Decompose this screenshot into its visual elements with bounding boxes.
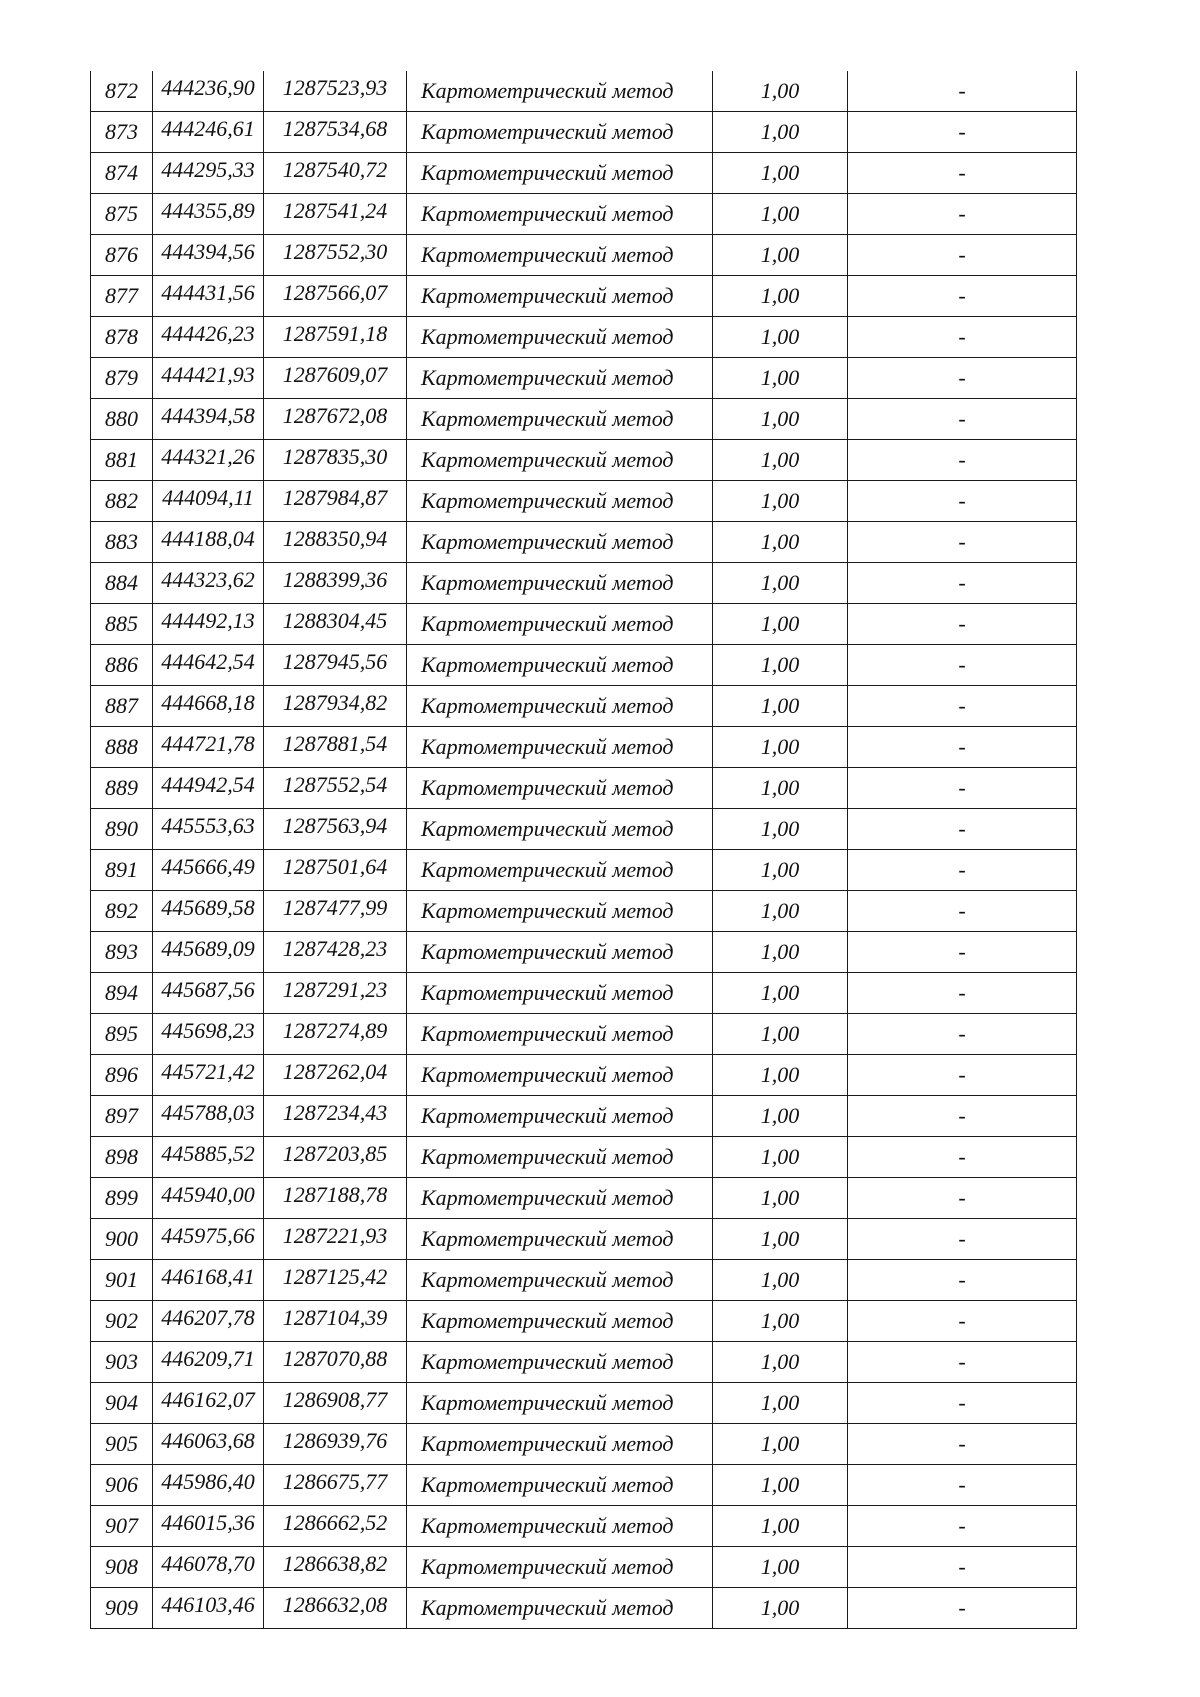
description-cell: -: [848, 1137, 1077, 1178]
description-cell: -: [848, 932, 1077, 973]
accuracy-cell: 1,00: [713, 1260, 848, 1301]
coordinate-y-cell: 1287552,54: [264, 768, 407, 809]
accuracy-cell: 1,00: [713, 645, 848, 686]
point-number-cell: 880: [91, 399, 153, 440]
point-number-cell: 893: [91, 932, 153, 973]
coordinate-x-cell: 445986,40: [153, 1465, 264, 1506]
method-cell: Картометрический метод: [407, 686, 713, 727]
description-cell: -: [848, 768, 1077, 809]
coordinate-y-cell: 1287881,54: [264, 727, 407, 768]
coordinate-x-cell: 444321,26: [153, 440, 264, 481]
accuracy-cell: 1,00: [713, 850, 848, 891]
method-cell: Картометрический метод: [407, 973, 713, 1014]
point-number-cell: 906: [91, 1465, 153, 1506]
accuracy-cell: 1,00: [713, 153, 848, 194]
accuracy-cell: 1,00: [713, 1424, 848, 1465]
accuracy-cell: 1,00: [713, 686, 848, 727]
table-row: [91, 1178, 1077, 1219]
accuracy-cell: 1,00: [713, 809, 848, 850]
coordinate-y-cell: 1287534,68: [264, 112, 407, 153]
table-row: [91, 522, 1077, 563]
method-cell: Картометрический метод: [407, 1506, 713, 1547]
method-cell: Картометрический метод: [407, 604, 713, 645]
coordinate-y-cell: 1287563,94: [264, 809, 407, 850]
coordinate-x-cell: 446207,78: [153, 1301, 264, 1342]
accuracy-cell: 1,00: [713, 481, 848, 522]
description-cell: -: [848, 1301, 1077, 1342]
description-cell: -: [848, 973, 1077, 1014]
method-cell: Картометрический метод: [407, 112, 713, 153]
coordinate-y-cell: 1287609,07: [264, 358, 407, 399]
point-number-cell: 887: [91, 686, 153, 727]
method-cell: Картометрический метод: [407, 850, 713, 891]
description-cell: -: [848, 809, 1077, 850]
description-cell: -: [848, 891, 1077, 932]
coordinate-x-cell: 444394,58: [153, 399, 264, 440]
description-cell: -: [848, 399, 1077, 440]
coordinate-y-cell: 1286939,76: [264, 1424, 407, 1465]
point-number-cell: 907: [91, 1506, 153, 1547]
coordinate-x-cell: 444492,13: [153, 604, 264, 645]
point-number-cell: 900: [91, 1219, 153, 1260]
description-cell: -: [848, 727, 1077, 768]
description-cell: -: [848, 194, 1077, 235]
table-row: [91, 1096, 1077, 1137]
point-number-cell: 905: [91, 1424, 153, 1465]
coordinate-y-cell: 1287835,30: [264, 440, 407, 481]
coordinate-x-cell: 444421,93: [153, 358, 264, 399]
method-cell: Картометрический метод: [407, 563, 713, 604]
coordinate-x-cell: 444668,18: [153, 686, 264, 727]
table-row: [91, 1137, 1077, 1178]
method-cell: Картометрический метод: [407, 358, 713, 399]
point-number-cell: 889: [91, 768, 153, 809]
point-number-cell: 904: [91, 1383, 153, 1424]
accuracy-cell: 1,00: [713, 235, 848, 276]
accuracy-cell: 1,00: [713, 1383, 848, 1424]
table-row: [91, 727, 1077, 768]
table-row: [91, 891, 1077, 932]
coordinate-y-cell: 1286908,77: [264, 1383, 407, 1424]
accuracy-cell: 1,00: [713, 1465, 848, 1506]
table-row: [91, 1342, 1077, 1383]
coordinate-x-cell: 446078,70: [153, 1547, 264, 1588]
table-row: [91, 1301, 1077, 1342]
accuracy-cell: 1,00: [713, 1547, 848, 1588]
method-cell: Картометрический метод: [407, 891, 713, 932]
coordinate-y-cell: 1286632,08: [264, 1588, 407, 1629]
accuracy-cell: 1,00: [713, 440, 848, 481]
table-row: [91, 973, 1077, 1014]
description-cell: -: [848, 358, 1077, 399]
point-number-cell: 902: [91, 1301, 153, 1342]
description-cell: -: [848, 153, 1077, 194]
accuracy-cell: 1,00: [713, 604, 848, 645]
table-row: [91, 686, 1077, 727]
description-cell: -: [848, 1260, 1077, 1301]
point-number-cell: 908: [91, 1547, 153, 1588]
point-number-cell: 874: [91, 153, 153, 194]
coordinate-x-cell: 444188,04: [153, 522, 264, 563]
coordinate-y-cell: 1287070,88: [264, 1342, 407, 1383]
method-cell: Картометрический метод: [407, 399, 713, 440]
point-number-cell: 890: [91, 809, 153, 850]
coordinate-y-cell: 1287477,99: [264, 891, 407, 932]
description-cell: -: [848, 481, 1077, 522]
point-number-cell: 882: [91, 481, 153, 522]
method-cell: Картометрический метод: [407, 1055, 713, 1096]
method-cell: Картометрический метод: [407, 1465, 713, 1506]
point-number-cell: 888: [91, 727, 153, 768]
method-cell: Картометрический метод: [407, 317, 713, 358]
description-cell: -: [848, 645, 1077, 686]
table-row: [91, 604, 1077, 645]
table-row: [91, 1383, 1077, 1424]
description-cell: -: [848, 276, 1077, 317]
table-row: [91, 932, 1077, 973]
coordinate-y-cell: 1287591,18: [264, 317, 407, 358]
accuracy-cell: 1,00: [713, 768, 848, 809]
coordinate-x-cell: 444355,89: [153, 194, 264, 235]
point-number-cell: 876: [91, 235, 153, 276]
table-row: [91, 1588, 1077, 1629]
coordinate-y-cell: 1287104,39: [264, 1301, 407, 1342]
table-row: [91, 1547, 1077, 1588]
description-cell: -: [848, 1424, 1077, 1465]
coordinate-x-cell: 445788,03: [153, 1096, 264, 1137]
method-cell: Картометрический метод: [407, 153, 713, 194]
accuracy-cell: 1,00: [713, 891, 848, 932]
accuracy-cell: 1,00: [713, 399, 848, 440]
table-row: [91, 235, 1077, 276]
coordinate-x-cell: 444431,56: [153, 276, 264, 317]
table-row: [91, 276, 1077, 317]
coordinate-y-cell: 1287501,64: [264, 850, 407, 891]
table-row: [91, 1424, 1077, 1465]
coordinates-table-body: [91, 71, 1077, 1629]
method-cell: Картометрический метод: [407, 1424, 713, 1465]
point-number-cell: 881: [91, 440, 153, 481]
coordinate-y-cell: 1286662,52: [264, 1506, 407, 1547]
accuracy-cell: 1,00: [713, 1096, 848, 1137]
method-cell: Картометрический метод: [407, 522, 713, 563]
coordinate-y-cell: 1286675,77: [264, 1465, 407, 1506]
coordinate-x-cell: 444642,54: [153, 645, 264, 686]
point-number-cell: 877: [91, 276, 153, 317]
point-number-cell: 885: [91, 604, 153, 645]
table-row: [91, 153, 1077, 194]
coordinate-y-cell: 1287552,30: [264, 235, 407, 276]
coordinate-y-cell: 1288350,94: [264, 522, 407, 563]
point-number-cell: 899: [91, 1178, 153, 1219]
description-cell: -: [848, 1588, 1077, 1629]
coordinate-x-cell: 445553,63: [153, 809, 264, 850]
coordinate-y-cell: 1287274,89: [264, 1014, 407, 1055]
coordinate-y-cell: 1287188,78: [264, 1178, 407, 1219]
description-cell: -: [848, 71, 1077, 112]
coordinate-x-cell: 444942,54: [153, 768, 264, 809]
table-row: [91, 768, 1077, 809]
coordinates-table: [90, 71, 1077, 1629]
description-cell: -: [848, 850, 1077, 891]
accuracy-cell: 1,00: [713, 194, 848, 235]
coordinate-x-cell: 445940,00: [153, 1178, 264, 1219]
coordinate-y-cell: 1287291,23: [264, 973, 407, 1014]
coordinate-x-cell: 445666,49: [153, 850, 264, 891]
coordinate-y-cell: 1287566,07: [264, 276, 407, 317]
description-cell: -: [848, 1383, 1077, 1424]
point-number-cell: 894: [91, 973, 153, 1014]
coordinate-x-cell: 444246,61: [153, 112, 264, 153]
method-cell: Картометрический метод: [407, 809, 713, 850]
point-number-cell: 873: [91, 112, 153, 153]
method-cell: Картометрический метод: [407, 71, 713, 112]
method-cell: Картометрический метод: [407, 1588, 713, 1629]
point-number-cell: 903: [91, 1342, 153, 1383]
table-row: [91, 317, 1077, 358]
method-cell: Картометрический метод: [407, 1260, 713, 1301]
table-row: [91, 850, 1077, 891]
coordinate-y-cell: 1288399,36: [264, 563, 407, 604]
description-cell: -: [848, 1014, 1077, 1055]
accuracy-cell: 1,00: [713, 112, 848, 153]
coordinate-x-cell: 445885,52: [153, 1137, 264, 1178]
coordinate-y-cell: 1288304,45: [264, 604, 407, 645]
point-number-cell: 872: [91, 71, 153, 112]
description-cell: -: [848, 686, 1077, 727]
method-cell: Картометрический метод: [407, 1219, 713, 1260]
description-cell: -: [848, 1219, 1077, 1260]
table-row: [91, 440, 1077, 481]
table-row: [91, 1465, 1077, 1506]
coordinate-x-cell: 445698,23: [153, 1014, 264, 1055]
accuracy-cell: 1,00: [713, 1301, 848, 1342]
accuracy-cell: 1,00: [713, 1219, 848, 1260]
table-row: [91, 563, 1077, 604]
coordinate-x-cell: 446209,71: [153, 1342, 264, 1383]
description-cell: -: [848, 1096, 1077, 1137]
coordinate-x-cell: 444394,56: [153, 235, 264, 276]
accuracy-cell: 1,00: [713, 1137, 848, 1178]
description-cell: -: [848, 1506, 1077, 1547]
point-number-cell: 879: [91, 358, 153, 399]
method-cell: Картометрический метод: [407, 1342, 713, 1383]
description-cell: -: [848, 235, 1077, 276]
method-cell: Картометрический метод: [407, 645, 713, 686]
method-cell: Картометрический метод: [407, 932, 713, 973]
coordinate-y-cell: 1287984,87: [264, 481, 407, 522]
coordinate-x-cell: 445689,58: [153, 891, 264, 932]
method-cell: Картометрический метод: [407, 1178, 713, 1219]
accuracy-cell: 1,00: [713, 973, 848, 1014]
accuracy-cell: 1,00: [713, 1342, 848, 1383]
description-cell: -: [848, 1055, 1077, 1096]
description-cell: -: [848, 563, 1077, 604]
point-number-cell: 898: [91, 1137, 153, 1178]
table-row: [91, 1055, 1077, 1096]
coordinate-y-cell: 1287523,93: [264, 71, 407, 112]
coordinate-y-cell: 1287945,56: [264, 645, 407, 686]
table-row: [91, 481, 1077, 522]
coordinate-x-cell: 444721,78: [153, 727, 264, 768]
accuracy-cell: 1,00: [713, 1588, 848, 1629]
accuracy-cell: 1,00: [713, 71, 848, 112]
method-cell: Картометрический метод: [407, 1383, 713, 1424]
accuracy-cell: 1,00: [713, 522, 848, 563]
point-number-cell: 883: [91, 522, 153, 563]
accuracy-cell: 1,00: [713, 563, 848, 604]
coordinate-y-cell: 1287672,08: [264, 399, 407, 440]
table-row: [91, 809, 1077, 850]
coordinate-x-cell: 444295,33: [153, 153, 264, 194]
coordinate-x-cell: 444094,11: [153, 481, 264, 522]
coordinate-x-cell: 446103,46: [153, 1588, 264, 1629]
coordinate-y-cell: 1287428,23: [264, 932, 407, 973]
accuracy-cell: 1,00: [713, 932, 848, 973]
point-number-cell: 892: [91, 891, 153, 932]
point-number-cell: 909: [91, 1588, 153, 1629]
method-cell: Картометрический метод: [407, 727, 713, 768]
coordinate-y-cell: 1286638,82: [264, 1547, 407, 1588]
point-number-cell: 891: [91, 850, 153, 891]
coordinate-x-cell: 445689,09: [153, 932, 264, 973]
method-cell: Картометрический метод: [407, 235, 713, 276]
accuracy-cell: 1,00: [713, 1506, 848, 1547]
accuracy-cell: 1,00: [713, 276, 848, 317]
table-row: [91, 71, 1077, 112]
description-cell: -: [848, 522, 1077, 563]
accuracy-cell: 1,00: [713, 727, 848, 768]
table-row: [91, 645, 1077, 686]
coordinate-y-cell: 1287221,93: [264, 1219, 407, 1260]
coordinate-y-cell: 1287203,85: [264, 1137, 407, 1178]
method-cell: Картометрический метод: [407, 768, 713, 809]
point-number-cell: 878: [91, 317, 153, 358]
point-number-cell: 875: [91, 194, 153, 235]
description-cell: -: [848, 604, 1077, 645]
description-cell: -: [848, 440, 1077, 481]
coordinate-y-cell: 1287262,04: [264, 1055, 407, 1096]
table-row: [91, 1260, 1077, 1301]
table-row: [91, 1219, 1077, 1260]
table-row: [91, 399, 1077, 440]
method-cell: Картометрический метод: [407, 1096, 713, 1137]
table-row: [91, 1014, 1077, 1055]
accuracy-cell: 1,00: [713, 317, 848, 358]
coordinate-x-cell: 446162,07: [153, 1383, 264, 1424]
accuracy-cell: 1,00: [713, 358, 848, 399]
method-cell: Картометрический метод: [407, 1137, 713, 1178]
point-number-cell: 897: [91, 1096, 153, 1137]
coordinate-x-cell: 444426,23: [153, 317, 264, 358]
coordinate-x-cell: 444323,62: [153, 563, 264, 604]
coordinate-y-cell: 1287125,42: [264, 1260, 407, 1301]
coordinate-x-cell: 445975,66: [153, 1219, 264, 1260]
coordinate-x-cell: 445721,42: [153, 1055, 264, 1096]
coordinate-y-cell: 1287934,82: [264, 686, 407, 727]
accuracy-cell: 1,00: [713, 1014, 848, 1055]
description-cell: -: [848, 1465, 1077, 1506]
coordinate-x-cell: 445687,56: [153, 973, 264, 1014]
accuracy-cell: 1,00: [713, 1055, 848, 1096]
method-cell: Картометрический метод: [407, 1301, 713, 1342]
coordinate-y-cell: 1287540,72: [264, 153, 407, 194]
coordinate-x-cell: 446168,41: [153, 1260, 264, 1301]
coordinate-x-cell: 446063,68: [153, 1424, 264, 1465]
method-cell: Картометрический метод: [407, 276, 713, 317]
description-cell: -: [848, 317, 1077, 358]
point-number-cell: 895: [91, 1014, 153, 1055]
accuracy-cell: 1,00: [713, 1178, 848, 1219]
method-cell: Картометрический метод: [407, 481, 713, 522]
table-row: [91, 194, 1077, 235]
description-cell: -: [848, 112, 1077, 153]
table-row: [91, 112, 1077, 153]
description-cell: -: [848, 1547, 1077, 1588]
method-cell: Картометрический метод: [407, 194, 713, 235]
table-row: [91, 358, 1077, 399]
method-cell: Картометрический метод: [407, 1014, 713, 1055]
method-cell: Картометрический метод: [407, 1547, 713, 1588]
coordinate-y-cell: 1287234,43: [264, 1096, 407, 1137]
point-number-cell: 896: [91, 1055, 153, 1096]
point-number-cell: 901: [91, 1260, 153, 1301]
method-cell: Картометрический метод: [407, 440, 713, 481]
description-cell: -: [848, 1178, 1077, 1219]
coordinate-x-cell: 444236,90: [153, 71, 264, 112]
coordinate-y-cell: 1287541,24: [264, 194, 407, 235]
coordinate-x-cell: 446015,36: [153, 1506, 264, 1547]
point-number-cell: 886: [91, 645, 153, 686]
description-cell: -: [848, 1342, 1077, 1383]
point-number-cell: 884: [91, 563, 153, 604]
table-row: [91, 1506, 1077, 1547]
